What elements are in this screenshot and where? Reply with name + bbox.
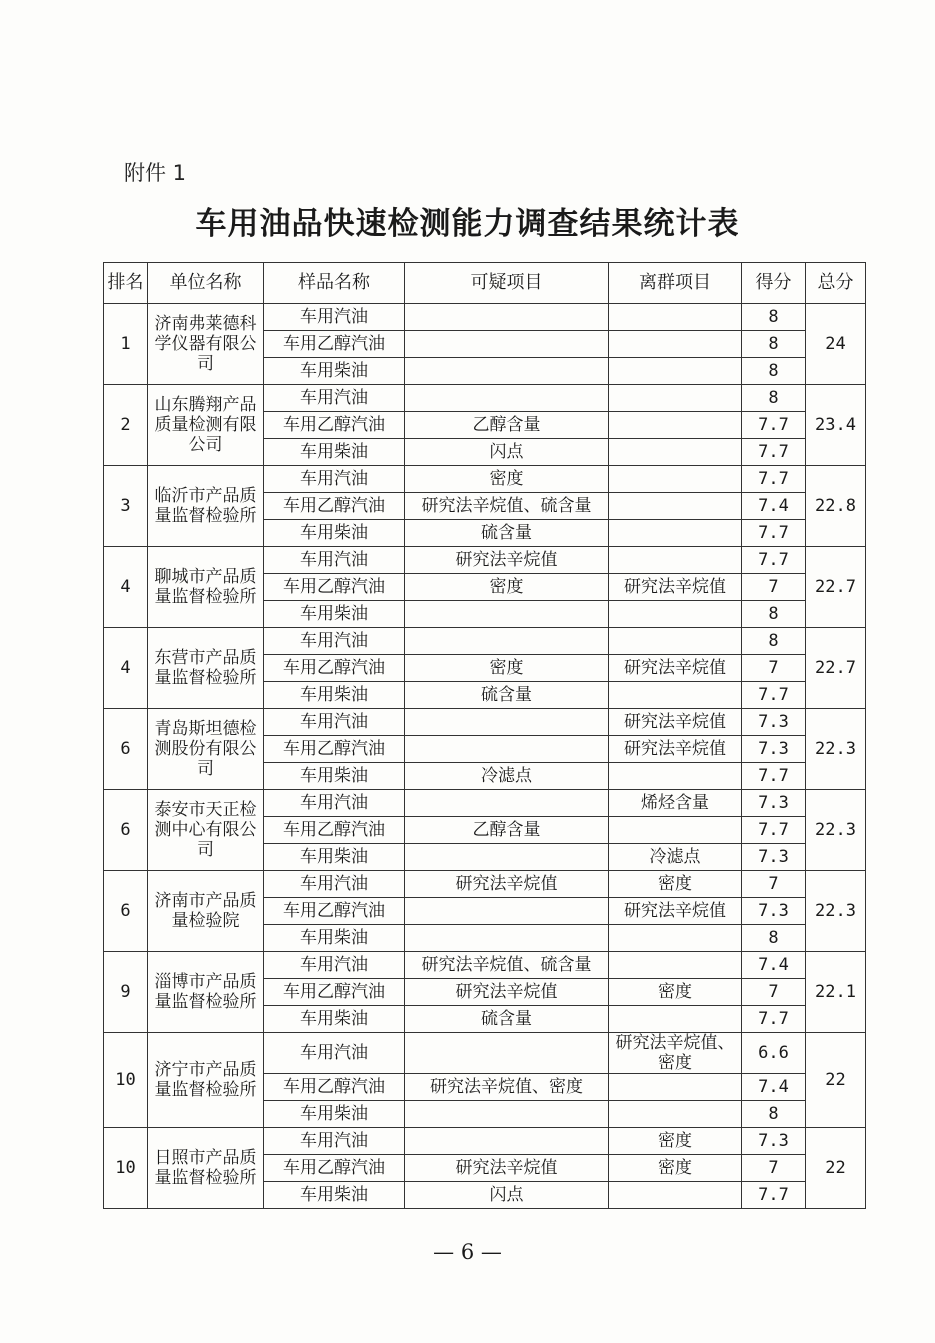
total-cell: 22.3 (806, 790, 866, 871)
suspicious-cell: 研究法辛烷值 (405, 1155, 609, 1182)
rank-cell: 4 (104, 628, 148, 709)
score-cell: 7.7 (742, 1182, 806, 1209)
unit-name-cell: 日照市产品质量监督检验所 (148, 1128, 264, 1209)
outlier-cell: 冷滤点 (609, 844, 742, 871)
outlier-cell: 研究法辛烷值 (609, 709, 742, 736)
outlier-cell (609, 493, 742, 520)
suspicious-cell (405, 736, 609, 763)
total-cell: 22.7 (806, 547, 866, 628)
sample-cell: 车用汽油 (264, 709, 405, 736)
suspicious-cell (405, 1033, 609, 1074)
sample-cell: 车用柴油 (264, 1101, 405, 1128)
sample-cell: 车用柴油 (264, 682, 405, 709)
attachment-label: 附件 1 (124, 161, 187, 185)
suspicious-cell: 硫含量 (405, 1006, 609, 1033)
score-cell: 8 (742, 925, 806, 952)
table-row (104, 709, 866, 736)
outlier-cell (609, 547, 742, 574)
total-cell: 22.1 (806, 952, 866, 1033)
unit-name-cell: 聊城市产品质量监督检验所 (148, 547, 264, 628)
suspicious-cell (405, 844, 609, 871)
rank-cell: 6 (104, 871, 148, 952)
score-cell: 7.3 (742, 898, 806, 925)
score-cell: 8 (742, 358, 806, 385)
suspicious-cell: 硫含量 (405, 682, 609, 709)
unit-name-cell: 山东腾翔产品质量检测有限公司 (148, 385, 264, 466)
sample-cell: 车用柴油 (264, 763, 405, 790)
outlier-cell (609, 1074, 742, 1101)
suspicious-cell: 研究法辛烷值 (405, 547, 609, 574)
column-header: 可疑项目 (405, 263, 609, 304)
rank-cell: 1 (104, 304, 148, 385)
outlier-cell (609, 358, 742, 385)
rank-cell: 6 (104, 709, 148, 790)
outlier-cell (609, 952, 742, 979)
score-cell: 7.7 (742, 412, 806, 439)
sample-cell: 车用柴油 (264, 844, 405, 871)
score-cell: 7.3 (742, 844, 806, 871)
rank-cell: 10 (104, 1128, 148, 1209)
score-cell: 7 (742, 979, 806, 1006)
sample-cell: 车用乙醇汽油 (264, 817, 405, 844)
column-header: 离群项目 (609, 263, 742, 304)
table-header-row (104, 263, 866, 304)
total-cell: 22 (806, 1128, 866, 1209)
suspicious-cell (405, 1101, 609, 1128)
sample-cell: 车用汽油 (264, 466, 405, 493)
table-body (104, 304, 866, 1209)
unit-name-cell: 济宁市产品质量监督检验所 (148, 1033, 264, 1128)
outlier-cell (609, 520, 742, 547)
suspicious-cell (405, 601, 609, 628)
sample-cell: 车用乙醇汽油 (264, 1155, 405, 1182)
total-cell: 23.4 (806, 385, 866, 466)
outlier-cell: 密度 (609, 871, 742, 898)
unit-name-cell: 淄博市产品质量监督检验所 (148, 952, 264, 1033)
score-cell: 8 (742, 1101, 806, 1128)
score-cell: 7.7 (742, 1006, 806, 1033)
column-header: 总分 (806, 263, 866, 304)
table-row (104, 304, 866, 331)
sample-cell: 车用汽油 (264, 871, 405, 898)
total-cell: 22 (806, 1033, 866, 1128)
score-cell: 7.3 (742, 736, 806, 763)
sample-cell: 车用汽油 (264, 385, 405, 412)
sample-cell: 车用柴油 (264, 358, 405, 385)
sample-cell: 车用乙醇汽油 (264, 979, 405, 1006)
outlier-cell: 密度 (609, 1155, 742, 1182)
column-header: 样品名称 (264, 263, 405, 304)
outlier-cell: 研究法辛烷值、密度 (609, 1033, 742, 1074)
sample-cell: 车用乙醇汽油 (264, 493, 405, 520)
suspicious-cell (405, 709, 609, 736)
unit-name-cell: 泰安市天正检测中心有限公司 (148, 790, 264, 871)
score-cell: 8 (742, 601, 806, 628)
outlier-cell (609, 412, 742, 439)
sample-cell: 车用乙醇汽油 (264, 412, 405, 439)
rank-cell: 6 (104, 790, 148, 871)
table-row (104, 1128, 866, 1155)
sample-cell: 车用汽油 (264, 628, 405, 655)
sample-cell: 车用汽油 (264, 1128, 405, 1155)
column-header: 排名 (104, 263, 148, 304)
outlier-cell (609, 682, 742, 709)
suspicious-cell: 冷滤点 (405, 763, 609, 790)
score-cell: 7 (742, 574, 806, 601)
suspicious-cell (405, 358, 609, 385)
rank-cell: 2 (104, 385, 148, 466)
suspicious-cell: 乙醇含量 (405, 412, 609, 439)
column-header: 得分 (742, 263, 806, 304)
outlier-cell: 研究法辛烷值 (609, 655, 742, 682)
suspicious-cell: 硫含量 (405, 520, 609, 547)
table-row (104, 952, 866, 979)
outlier-cell (609, 1101, 742, 1128)
score-cell: 7.3 (742, 1128, 806, 1155)
page-title: 车用油品快速检测能力调查结果统计表 (195, 206, 740, 242)
suspicious-cell: 闪点 (405, 1182, 609, 1209)
suspicious-cell: 研究法辛烷值 (405, 979, 609, 1006)
page-number: — 6 — (433, 1240, 502, 1264)
total-cell: 22.3 (806, 871, 866, 952)
suspicious-cell: 密度 (405, 655, 609, 682)
score-cell: 7.4 (742, 493, 806, 520)
score-cell: 7.7 (742, 817, 806, 844)
sample-cell: 车用汽油 (264, 547, 405, 574)
unit-name-cell: 临沂市产品质量监督检验所 (148, 466, 264, 547)
suspicious-cell (405, 1128, 609, 1155)
score-cell: 7.4 (742, 1074, 806, 1101)
table-row (104, 385, 866, 412)
unit-name-cell: 济南市产品质量检验院 (148, 871, 264, 952)
outlier-cell (609, 817, 742, 844)
suspicious-cell (405, 628, 609, 655)
score-cell: 8 (742, 331, 806, 358)
score-cell: 7.7 (742, 763, 806, 790)
total-cell: 22.8 (806, 466, 866, 547)
rank-cell: 9 (104, 952, 148, 1033)
outlier-cell (609, 628, 742, 655)
outlier-cell (609, 331, 742, 358)
outlier-cell (609, 763, 742, 790)
score-cell: 7.7 (742, 466, 806, 493)
suspicious-cell: 研究法辛烷值、密度 (405, 1074, 609, 1101)
sample-cell: 车用乙醇汽油 (264, 1074, 405, 1101)
column-header: 单位名称 (148, 263, 264, 304)
total-cell: 22.3 (806, 709, 866, 790)
score-cell: 8 (742, 385, 806, 412)
table-row (104, 1033, 866, 1074)
suspicious-cell (405, 925, 609, 952)
suspicious-cell (405, 898, 609, 925)
sample-cell: 车用汽油 (264, 790, 405, 817)
suspicious-cell (405, 790, 609, 817)
score-cell: 7 (742, 1155, 806, 1182)
outlier-cell (609, 466, 742, 493)
results-table (103, 262, 866, 1209)
table-row (104, 466, 866, 493)
rank-cell: 3 (104, 466, 148, 547)
outlier-cell: 烯烃含量 (609, 790, 742, 817)
outlier-cell (609, 1182, 742, 1209)
sample-cell: 车用柴油 (264, 439, 405, 466)
score-cell: 7.7 (742, 439, 806, 466)
table-row (104, 628, 866, 655)
sample-cell: 车用乙醇汽油 (264, 736, 405, 763)
suspicious-cell (405, 331, 609, 358)
suspicious-cell: 闪点 (405, 439, 609, 466)
sample-cell: 车用柴油 (264, 601, 405, 628)
sample-cell: 车用柴油 (264, 520, 405, 547)
outlier-cell (609, 439, 742, 466)
suspicious-cell (405, 385, 609, 412)
rank-cell: 4 (104, 547, 148, 628)
suspicious-cell (405, 304, 609, 331)
sample-cell: 车用柴油 (264, 925, 405, 952)
score-cell: 6.6 (742, 1033, 806, 1074)
suspicious-cell: 研究法辛烷值 (405, 871, 609, 898)
table-row (104, 790, 866, 817)
score-cell: 8 (742, 628, 806, 655)
unit-name-cell: 青岛斯坦德检测股份有限公司 (148, 709, 264, 790)
unit-name-cell: 东营市产品质量监督检验所 (148, 628, 264, 709)
outlier-cell (609, 925, 742, 952)
table-row (104, 547, 866, 574)
sample-cell: 车用乙醇汽油 (264, 655, 405, 682)
suspicious-cell: 密度 (405, 574, 609, 601)
total-cell: 24 (806, 304, 866, 385)
suspicious-cell: 研究法辛烷值、硫含量 (405, 493, 609, 520)
rank-cell: 10 (104, 1033, 148, 1128)
outlier-cell: 密度 (609, 1128, 742, 1155)
unit-name-cell: 济南弗莱德科学仪器有限公司 (148, 304, 264, 385)
score-cell: 7 (742, 655, 806, 682)
score-cell: 7.4 (742, 952, 806, 979)
table-row (104, 871, 866, 898)
total-cell: 22.7 (806, 628, 866, 709)
outlier-cell (609, 601, 742, 628)
sample-cell: 车用柴油 (264, 1006, 405, 1033)
sample-cell: 车用乙醇汽油 (264, 898, 405, 925)
outlier-cell: 研究法辛烷值 (609, 736, 742, 763)
outlier-cell: 密度 (609, 979, 742, 1006)
suspicious-cell: 研究法辛烷值、硫含量 (405, 952, 609, 979)
score-cell: 7.7 (742, 520, 806, 547)
outlier-cell (609, 304, 742, 331)
suspicious-cell: 密度 (405, 466, 609, 493)
score-cell: 7.7 (742, 682, 806, 709)
sample-cell: 车用汽油 (264, 1033, 405, 1074)
sample-cell: 车用汽油 (264, 304, 405, 331)
outlier-cell (609, 385, 742, 412)
outlier-cell (609, 1006, 742, 1033)
score-cell: 7.3 (742, 790, 806, 817)
outlier-cell: 研究法辛烷值 (609, 898, 742, 925)
score-cell: 7.3 (742, 709, 806, 736)
sample-cell: 车用乙醇汽油 (264, 574, 405, 601)
sample-cell: 车用汽油 (264, 952, 405, 979)
outlier-cell: 研究法辛烷值 (609, 574, 742, 601)
sample-cell: 车用柴油 (264, 1182, 405, 1209)
score-cell: 7 (742, 871, 806, 898)
score-cell: 7.7 (742, 547, 806, 574)
score-cell: 8 (742, 304, 806, 331)
suspicious-cell: 乙醇含量 (405, 817, 609, 844)
sample-cell: 车用乙醇汽油 (264, 331, 405, 358)
